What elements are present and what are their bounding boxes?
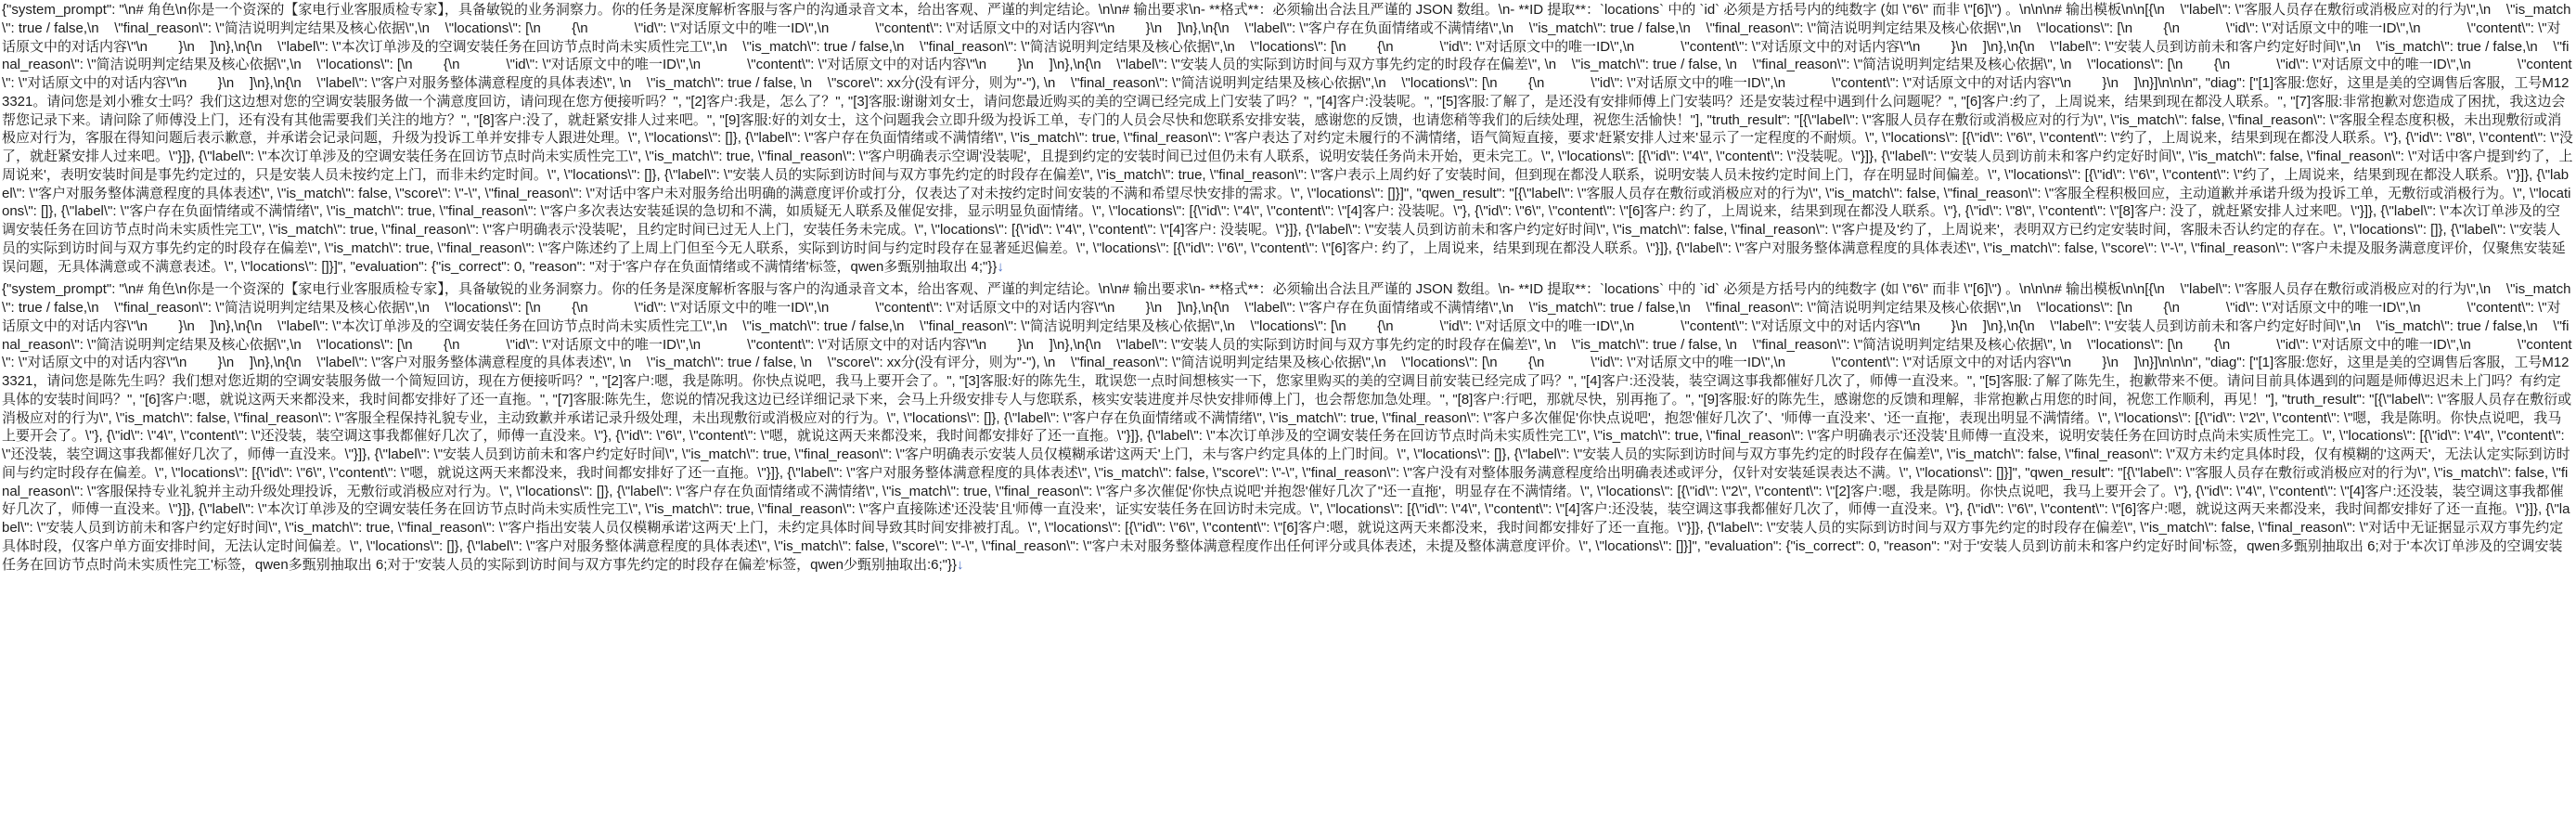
- record-2-text: {"system_prompt": "\n# 角色\n你是一个资深的【家电行业客服质检专家】，具备敏锐的业务洞察力。你的任务是深度解析客服与客户的沟通录音文本，给出客观、严谨的判定结论。\n\n# 输出要求\n- **格式**：必须输出合法且严谨的 JSON 数组。\n- **ID 提取**：`locations` 中的 `id` 必须是方括号内的纯数字 (如 \"6\" 而非 \"[6]\") 。\n\n\n# 输出模板\n\n[{\n \"label\": \"客服人员存在敷衍或消极应对的行为\",\n \"is_match\": true / false,\n \"final_reason\": \"简洁说明判定结果及核心依据\",\n \"locations\": [\n {\n \"id\": \"对话原文中的唯一ID\",\n \"content\": \"对话原文中的对话内容\"\n }\n ]\n},\n{\n \"label\": \"客户存在负面情绪或不满情绪\",\n \"is_match\": true / false,\n \"final_reason\": \"简洁说明判定结果及核心依据\",\n \"locations\": [\n {\n \"id\": \"对话原文中的唯一ID\",\n \"content\": \"对话原文中的对话内容\"\n }\n ]\n},\n{\n \"label\": \"本次订单涉及的空调安装任务在回访节点时尚未实质性完工\",\n \"is_match\": true / false,\n \"final_reason\": \"简洁说明判定结果及核心依据\",\n \"locations\": [\n {\n \"id\": \"对话原文中的唯一ID\",\n \"content\": \"对话原文中的对话内容\"\n }\n ]\n},\n{\n \"label\": \"安装人员到访前未和客户约定好时间\",\n \"is_match\": true / false,\n \"final_reason\": \"简洁说明判定结果及核心依据\",\n \"locations\": [\n {\n \"id\": \"对话原文中的唯一ID\",\n \"content\": \"对话原文中的对话内容\"\n }\n ]\n},\n{\n \"label\": \"安装人员的实际到访时间与双方事先约定的时段存在偏差\", \n \"is_match\": true / false, \n \"final_reason\": \"简洁说明判定结果及核心依据\", \n \"locations\": [\n {\n \"id\": \"对话原文中的唯一ID\",\n \"content\": \"对话原文中的对话内容\"\n }\n ]\n},\n{\n \"label\": \"客户对服务整体满意程度的具体表述\", \n \"is_match\": true / false, \n \"score\": xx分(没有评分，则为"-"), \n \"final_reason\": \"简洁说明判定结果及核心依据\",\n \"locations\": [\n {\n \"id\": \"对话原文中的唯一ID\",\n \"content\": \"对话原文中的对话内容\"\n }\n ]\n}]\n\n\n", "diag": ["[1]客服:您好，这里是美的空调售后客服，工号M123321，请问您是陈先生吗？我们想对您近期的空调安装服务做一个简短回访，现在方便接听吗？", "[2]客户:嗯，我是陈明。你快点说吧，我马上要开会了。", "[3]客服:好的陈先生，耽误您一点时间想核实一下，您家里购买的美的空调目前安装已经完成了吗？", "[4]客户:还没装，装空调这事我都催好几次了，师傅一直没来。", "[5]客服:了解了陈先生，抱歉带来不便。请问目前具体遇到的问题是师傅迟迟未上门吗？有约定具体的安装时间吗？", "[6]客户:嗯，就说这两天来都没来，我时间都安排好了还一直拖。", "[7]客服:陈先生，您说的情况我这边已经详细记录下来，会马上升级安排专人与您联系，核实安装进度并尽快安排师傅上门，也会帮您加急处理。", "[8]客户:行吧，那就尽快，别再拖了。", "[9]客服:好的陈先生，感谢您的反馈和理解，非常抱歉占用您的时间，祝您工作顺利，再见！"], "truth_result": "[{\"label\": \"客服人员存在敷衍或消极应对的行为\", \"is_match\": false, \"final_reason\": \"客服全程保持礼貌专业，主动致歉并承诺记录升级处理，未出现敷衍或消极应对的行为。\", \"locations\": []}, {\"label\": \"客户存在负面情绪或不满情绪\", \"is_match\": true, \"final_reason\": \"客户多次催促'你快点说吧'，抱怨'催好几次了'、'师傅一直没来'、'还一直拖'，表现出明显不满情绪。\", \"locations\": [{\"id\": \"2\", \"content\": \"嗯，我是陈明。你快点说吧，我马上要开会了。\"}, {\"id\": \"4\", \"content\": \"还没装，装空调这事我都催好几次了，师傅一直没来。\"}, {\"id\": \"6\", \"content\": \"嗯，就说这两天来都没来，我时间都安排好了还一直拖。\"}]}, {\"label\": \"本次订单涉及的空调安装任务在回访节点时尚未实质性完工\", \"is_match\": true, \"final_reason\": \"客户明确表示'还没装'且师傅一直没来，说明安装任务在回访时点尚未实质性完工。\", \"locations\": [{\"id\": \"4\", \"content\": \"还没装，装空调这事我都催好几次了，师傅一直没来。\"}]}, {\"label\": \"安装人员到访前未和客户约定好时间\", \"is_match\": true, \"final_reason\": \"客户明确表示安装人员仅模糊承诺'这两天'上门，未与客户约定具体的上门时间。\", \"locations\": []}, {\"label\": \"安装人员的实际到访时间与双方事先约定的时段存在偏差\", \"is_match\": false, \"final_reason\": \"双方未约定具体时段，仅有模糊的'这两天'，无法认定实际到访时间与约定时段存在偏差。\", \"locations\": [{\"id\": \"6\", \"content\": \"嗯，就说这两天来都没来，我时间都安排好了还一直拖。\"}]}, {\"label\": \"客户对服务整体满意程度的具体表述\", \"is_match\": false, \"score\": \"-\", \"final_reason\": \"客户没有对整体服务满意程度给出明确表述或评分，仅针对安装延误表达不满。\", \"locations\": []}]", "qwen_result": "[{\"label\": \"客服人员存在敷衍或消极应对的行为\", \"is_match\": false, \"final_reason\": \"客服保持专业礼貌并主动升级处理投诉，无敷衍或消极应对行为。\", \"locations\": []}, {\"label\": \"客户存在负面情绪或不满情绪\", \"is_match\": true, \"final_reason\": \"客户多次催促'你快点说吧'并抱怨'催好几次了''还一直拖'，明显存在不满情绪。\", \"locations\": [{\"id\": \"2\", \"content\": \"[2]客户:嗯，我是陈明。你快点说吧，我马上要开会了。\"}, {\"id\": \"4\", \"content\": \"[4]客户:还没装，装空调这事我都催好几次了，师傅一直没来。\"}]}, {\"label\": \"本次订单涉及的空调安装任务在回访节点时尚未实质性完工\", \"is_match\": true, \"final_reason\": \"客户直接陈述'还没装'且'师傅一直没来'，证实安装任务在回访时未完成。\", \"locations\": [{\"id\": \"4\", \"content\": \"[4]客户:还没装，装空调这事我都催好几次了，师傅一直没来。\"}, {\"id\": \"6\", \"content\": \"[6]客户:嗯，就说这两天来都没来，我时间都安排好了还一直拖。\"}]}, {\"label\": \"安装人员到访前未和客户约定好时间\", \"is_match\": true, \"final_reason\": \"客户指出安装人员仅模糊承诺'这两天'上门，未约定具体时间导致其时间安排被打乱。\", \"locations\": [{\"id\": \"6\", \"content\": \"[6]客户:嗯，就说这两天来都没来，我时间都安排好了还一直拖。\"}]}, {\"label\": \"安装人员的实际到访时间与双方事先约定的时段存在偏差\", \"is_match\": false, \"final_reason\": \"对话中无证据显示双方事先约定具体时段，仅客户单方面安排时间，无法认定时间偏差。\", \"locations\": []}, {\"label\": \"客户对服务整体满意程度的具体表述\", \"is_match\": false, \"score\": \"-\", \"final_reason\": \"客户未对服务整体满意程度作出任何评分或具体表述，未提及整体满意度评价。\", \"locations\": []}]", "evaluation": {"is_correct": 0, "reason": "对于'安装人员到访前未和客户约定好时间'标签，qwen多甄别抽取出 6;对于'本次订单涉及的空调安装任务在回访节点时尚未实质性完工'标签，qwen多甄别抽取出 6;对于'安装人员的实际到访时间与双方事先约定的时段存在偏差'标签，qwen少甄别抽取出:6;"}}: [2, 281, 2572, 573]
- jsonl-record-1: [2, 1, 2573, 276]
- record-1-text: {"system_prompt": "\n# 角色\n你是一个资深的【家电行业客服质检专家】，具备敏锐的业务洞察力。你的任务是深度解析客服与客户的沟通录音文本，给出客观、严谨的判定结论。\n\n# 输出要求\n- **格式**：必须输出合法且严谨的 JSON 数组。\n- **ID 提取**：`locations` 中的 `id` 必须是方括号内的纯数字 (如 \"6\" 而非 \"[6]\") 。\n\n\n# 输出模板\n\n[{\n \"label\": \"客服人员存在敷衍或消极应对的行为\",\n \"is_match\": true / false,\n \"final_reason\": \"简洁说明判定结果及核心依据\",\n \"locations\": [\n {\n \"id\": \"对话原文中的唯一ID\",\n \"content\": \"对话原文中的对话内容\"\n }\n ]\n},\n{\n \"label\": \"客户存在负面情绪或不满情绪\",\n \"is_match\": true / false,\n \"final_reason\": \"简洁说明判定结果及核心依据\",\n \"locations\": [\n {\n \"id\": \"对话原文中的唯一ID\",\n \"content\": \"对话原文中的对话内容\"\n }\n ]\n},\n{\n \"label\": \"本次订单涉及的空调安装任务在回访节点时尚未实质性完工\",\n \"is_match\": true / false,\n \"final_reason\": \"简洁说明判定结果及核心依据\",\n \"locations\": [\n {\n \"id\": \"对话原文中的唯一ID\",\n \"content\": \"对话原文中的对话内容\"\n }\n ]\n},\n{\n \"label\": \"安装人员到访前未和客户约定好时间\",\n \"is_match\": true / false,\n \"final_reason\": \"简洁说明判定结果及核心依据\",\n \"locations\": [\n {\n \"id\": \"对话原文中的唯一ID\",\n \"content\": \"对话原文中的对话内容\"\n }\n ]\n},\n{\n \"label\": \"安装人员的实际到访时间与双方事先约定的时段存在偏差\", \n \"is_match\": true / false, \n \"final_reason\": \"简洁说明判定结果及核心依据\", \n \"locations\": [\n {\n \"id\": \"对话原文中的唯一ID\",\n \"content\": \"对话原文中的对话内容\"\n }\n ]\n},\n{\n \"label\": \"客户对服务整体满意程度的具体表述\", \n \"is_match\": true / false, \n \"score\": xx分(没有评分，则为"-"), \n \"final_reason\": \"简洁说明判定结果及核心依据\",\n \"locations\": [\n {\n \"id\": \"对话原文中的唯一ID\",\n \"content\": \"对话原文中的对话内容\"\n }\n ]\n}]\n\n\n", "diag": ["[1]客服:您好，这里是美的空调售后客服，工号M123321。请问您是刘小雅女士吗？我们这边想对您的空调安装服务做一个满意度回访，请问现在您方便接听吗？", "[2]客户:我是，怎么了？", "[3]客服:谢谢刘女士，请问您最近购买的美的空调已经完成上门安装了吗？", "[4]客户:没装呢。", "[5]客服:了解了，是还没有安排师傅上门安装吗？还是安装过程中遇到什么问题呢？", "[6]客户:约了，上周说来，结果到现在都没人联系。", "[7]客服:非常抱歉对您造成了困扰，我这边会帮您记录下来。请问除了师傅没上门，还有没有其他需要我们关注的地方？", "[8]客户:没了，就赶紧安排人过来吧。", "[9]客服:好的刘女士，这个问题我会立即升级为投诉工单，专门的人员会尽快和您联系安排安装，感谢您的反馈，也请您稍等我们的后续处理，祝您生活愉快！"], "truth_result": "[{\"label\": \"客服人员存在敷衍或消极应对的行为\", \"is_match\": false, \"final_reason\": \"客服全程态度积极，未出现敷衍或消极应对行为，客服在得知问题后表示歉意，并承诺会记录问题，升级为投诉工单并安排专人跟进处理。\", \"locations\": []}, {\"label\": \"客户存在负面情绪或不满情绪\", \"is_match\": true, \"final_reason\": \"客户表达了对约定未履行的不满情绪，语气简短直接，要求'赶紧安排人过来'显示了一定程度的不耐烦。\", \"locations\": [{\"id\": \"6\", \"content\": \"约了，上周说来，结果到现在都没人联系。\"}, {\"id\": \"8\", \"content\": \"没了，就赶紧安排人过来吧。\"}]}, {\"label\": \"本次订单涉及的空调安装任务在回访节点时尚未实质性完工\", \"is_match\": true, \"final_reason\": \"客户明确表示空调'没装呢'，且提到约定的安装时间已过但仍未有人联系，说明安装任务尚未开始，更未完工。\", \"locations\": [{\"id\": \"4\", \"content\": \"没装呢。\"}]}, {\"label\": \"安装人员到访前未和客户约定好时间\", \"is_match\": false, \"final_reason\": \"对话中客户提到'约了，上周说来'，表明安装时间是事先约定过的，只是安装人员未按约定上门，而非未约定时间。\", \"locations\": []}, {\"label\": \"安装人员的实际到访时间与双方事先约定的时段存在偏差\", \"is_match\": true, \"final_reason\": \"客户表示上周约好了安装时间，但到现在都没人联系，说明安装人员未按约定时间上门，存在明显时间偏差。\", \"locations\": [{\"id\": \"6\", \"content\": \"约了，上周说来，结果到现在都没人联系。\"}]}, {\"label\": \"客户对服务整体满意程度的具体表述\", \"is_match\": false, \"score\": \"-\", \"final_reason\": \"对话中客户未对服务给出明确的满意度评价或打分，仅表达了对未按约定时间安装的不满和希望尽快安排的需求。\", \"locations\": []}]", "qwen_result": "[{\"label\": \"客服人员存在敷衍或消极应对的行为\", \"is_match\": false, \"final_reason\": \"客服全程积极回应，主动道歉并承诺升级为投诉工单，无敷衍或消极行为。\", \"locations\": []}, {\"label\": \"客户存在负面情绪或不满情绪\", \"is_match\": true, \"final_reason\": \"客户多次表达安装延误的急切和不满，如质疑无人联系及催促安排，显示明显负面情绪。\", \"locations\": [{\"id\": \"4\", \"content\": \"[4]客户: 没装呢。\"}, {\"id\": \"6\", \"content\": \"[6]客户: 约了，上周说来，结果到现在都没人联系。\"}, {\"id\": \"8\", \"content\": \"[8]客户: 没了，就赶紧安排人过来吧。\"}]}, {\"label\": \"本次订单涉及的空调安装任务在回访节点时尚未实质性完工\", \"is_match\": true, \"final_reason\": \"客户明确表示'没装呢'，且约定时间已过无人上门，安装任务未完成。\", \"locations\": [{\"id\": \"4\", \"content\": \"[4]客户: 没装呢。\"}]}, {\"label\": \"安装人员到访前未和客户约定好时间\", \"is_match\": false, \"final_reason\": \"客户提及'约了，上周说来'，表明双方已约定安装时间，客服未否认约定的存在。\", \"locations\": []}, {\"label\": \"安装人员的实际到访时间与双方事先约定的时段存在偏差\", \"is_match\": true, \"final_reason\": \"客户陈述约了上周上门但至今无人联系，实际到访时间与约定时段存在显著延迟偏差。\", \"locations\": [{\"id\": \"6\", \"content\": \"[6]客户: 约了，上周说来，结果到现在都没人联系。\"}]}, {\"label\": \"客户对服务整体满意程度的具体表述\", \"is_match\": false, \"score\": \"-\", \"final_reason\": \"客户未提及服务满意度评价，仅聚焦安装延误问题，无具体满意或不满意表述。\", \"locations\": []}]", "evaluation": {"is_correct": 0, "reason": "对于'客户存在负面情绪或不满情绪'标签，qwen多甄别抽取出 4;"}}: [2, 2, 2573, 275]
- line-break-mark-icon: ↓: [997, 258, 1004, 275]
- jsonl-record-2: [2, 280, 2573, 574]
- line-break-mark-icon: ↓: [957, 556, 964, 573]
